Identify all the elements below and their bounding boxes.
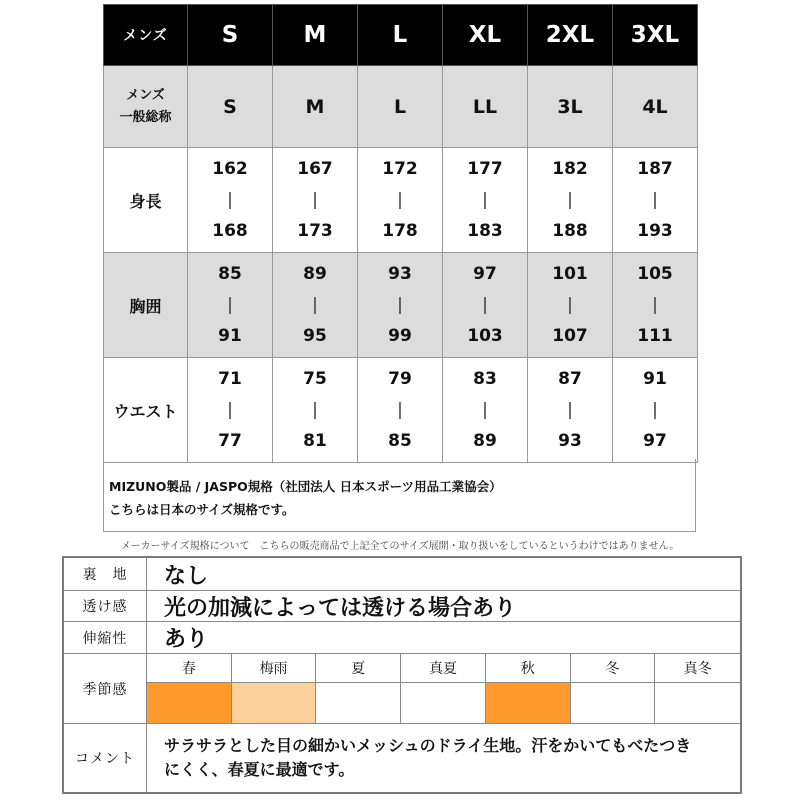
season-label: 季節感 xyxy=(64,654,147,723)
measurement-range-cell xyxy=(613,358,698,463)
range-separator: | xyxy=(227,294,233,315)
measurement-label: 身長 xyxy=(104,148,188,253)
range-min: 105 xyxy=(637,263,673,284)
range-min: 75 xyxy=(303,368,327,389)
measurement-range-cell xyxy=(273,148,358,253)
season-indicator xyxy=(655,683,740,723)
comment-label: コメント xyxy=(64,724,147,792)
measurement-range-cell xyxy=(613,253,698,358)
height-row xyxy=(104,148,698,253)
size-note-line1: MIZUNO製品 / JASPO規格（社団法人 日本スポーツ用品工業協会） xyxy=(109,479,502,494)
general-size-cell: S xyxy=(188,66,273,148)
comment-line1: サラサラとした目の細かいメッシュのドライ生地。汗をかいてもべたつき xyxy=(164,736,692,755)
range-min: 71 xyxy=(218,368,242,389)
season-indicator xyxy=(147,683,232,723)
range-min: 177 xyxy=(467,158,503,179)
measurement-range-cell xyxy=(528,148,613,253)
stretch-value: あり xyxy=(164,627,209,652)
season-indicator xyxy=(401,683,486,723)
size-note xyxy=(103,459,696,532)
range-separator: | xyxy=(312,399,318,420)
range-max: 89 xyxy=(473,430,497,451)
range-separator: | xyxy=(567,399,573,420)
range-min: 91 xyxy=(643,368,667,389)
range-min: 85 xyxy=(218,263,242,284)
range-min: 167 xyxy=(297,158,333,179)
product-attributes-table xyxy=(62,556,742,794)
season-name: 春 xyxy=(147,654,232,683)
measurement-label: 胸囲 xyxy=(104,253,188,358)
measurement-range-cell xyxy=(443,253,528,358)
general-size-row xyxy=(104,66,698,148)
waist-row xyxy=(104,358,698,463)
range-separator: | xyxy=(482,294,488,315)
general-size-cell: L xyxy=(358,66,443,148)
season-indicator xyxy=(486,683,571,723)
general-size-label-line2: 一般総称 xyxy=(119,109,172,125)
size-disclaimer: メーカーサイズ規格について こちらの販売商品で上記全てのサイズ展開・取り扱いをしているというわけではありません。 xyxy=(120,541,680,552)
range-min: 187 xyxy=(637,158,673,179)
size-header-cell: S xyxy=(188,5,273,66)
measurement-range-cell xyxy=(358,253,443,358)
range-min: 162 xyxy=(212,158,248,179)
general-size-cell: M xyxy=(273,66,358,148)
measurement-range-cell xyxy=(358,148,443,253)
size-header-cell: 2XL xyxy=(528,5,613,66)
measurement-range-cell xyxy=(188,253,273,358)
range-min: 101 xyxy=(552,263,588,284)
range-max: 91 xyxy=(218,325,242,346)
size-chart-table xyxy=(103,4,698,463)
measurement-range-cell xyxy=(443,148,528,253)
measurement-range-cell xyxy=(443,358,528,463)
stretch-row xyxy=(64,622,740,654)
range-separator: | xyxy=(312,189,318,210)
range-separator: | xyxy=(482,399,488,420)
range-min: 182 xyxy=(552,158,588,179)
season-name: 梅雨 xyxy=(232,654,317,683)
range-separator: | xyxy=(312,294,318,315)
season-name: 秋 xyxy=(486,654,571,683)
general-size-cell: LL xyxy=(443,66,528,148)
measurement-range-cell xyxy=(273,253,358,358)
range-max: 95 xyxy=(303,325,327,346)
range-max: 81 xyxy=(303,430,327,451)
range-max: 97 xyxy=(643,430,667,451)
size-header-cell: XL xyxy=(443,5,528,66)
transparency-row xyxy=(64,591,740,622)
range-max: 193 xyxy=(637,220,673,241)
season-name: 真冬 xyxy=(655,654,740,683)
range-max: 173 xyxy=(297,220,333,241)
range-separator: | xyxy=(227,399,233,420)
range-min: 97 xyxy=(473,263,497,284)
range-separator: | xyxy=(397,399,403,420)
size-header-row xyxy=(104,5,698,66)
measurement-range-cell xyxy=(528,253,613,358)
season-indicator xyxy=(571,683,656,723)
range-separator: | xyxy=(397,189,403,210)
season-name: 夏 xyxy=(316,654,401,683)
range-max: 188 xyxy=(552,220,588,241)
range-separator: | xyxy=(652,294,658,315)
range-max: 183 xyxy=(467,220,503,241)
general-size-label-line1: メンズ xyxy=(126,87,165,103)
lining-value: なし xyxy=(164,563,209,589)
range-max: 85 xyxy=(388,430,412,451)
range-min: 79 xyxy=(388,368,412,389)
range-max: 103 xyxy=(467,325,503,346)
range-separator: | xyxy=(652,399,658,420)
range-separator: | xyxy=(567,294,573,315)
general-size-cell: 4L xyxy=(613,66,698,148)
lining-row xyxy=(64,558,740,591)
season-row xyxy=(64,654,740,724)
measurement-label: ウエスト xyxy=(104,358,188,463)
range-max: 111 xyxy=(637,325,673,346)
range-max: 77 xyxy=(218,430,242,451)
range-max: 93 xyxy=(558,430,582,451)
measurement-range-cell xyxy=(528,358,613,463)
size-header-cell: L xyxy=(358,5,443,66)
size-header-label: メンズ xyxy=(104,5,188,66)
size-header-cell: 3XL xyxy=(613,5,698,66)
range-min: 89 xyxy=(303,263,327,284)
general-size-cell: 3L xyxy=(528,66,613,148)
range-separator: | xyxy=(397,294,403,315)
measurement-range-cell xyxy=(188,148,273,253)
range-max: 107 xyxy=(552,325,588,346)
transparency-label: 透け感 xyxy=(64,591,147,621)
range-max: 178 xyxy=(382,220,418,241)
measurement-range-cell xyxy=(613,148,698,253)
comment-row xyxy=(64,724,740,792)
comment-line2: にくく、春夏に最適です。 xyxy=(164,760,355,779)
range-separator: | xyxy=(652,189,658,210)
range-max: 168 xyxy=(212,220,248,241)
general-size-label xyxy=(104,66,188,148)
season-indicator xyxy=(316,683,401,723)
range-min: 93 xyxy=(388,263,412,284)
lining-label: 裏 地 xyxy=(64,558,147,590)
size-note-line2: こちらは日本のサイズ規格です。 xyxy=(109,502,295,517)
comment-text xyxy=(164,734,732,782)
measurement-range-cell xyxy=(273,358,358,463)
season-indicator xyxy=(232,683,317,723)
range-max: 99 xyxy=(388,325,412,346)
season-name: 冬 xyxy=(571,654,656,683)
range-min: 87 xyxy=(558,368,582,389)
range-separator: | xyxy=(567,189,573,210)
range-min: 172 xyxy=(382,158,418,179)
measurement-range-cell xyxy=(358,358,443,463)
range-min: 83 xyxy=(473,368,497,389)
range-separator: | xyxy=(227,189,233,210)
stretch-label: 伸縮性 xyxy=(64,622,147,653)
chest-row xyxy=(104,253,698,358)
measurement-range-cell xyxy=(188,358,273,463)
season-name: 真夏 xyxy=(401,654,486,683)
size-header-cell: M xyxy=(273,5,358,66)
range-separator: | xyxy=(482,189,488,210)
season-grid xyxy=(147,654,740,723)
transparency-value: 光の加減によっては透ける場合あり xyxy=(164,595,517,621)
